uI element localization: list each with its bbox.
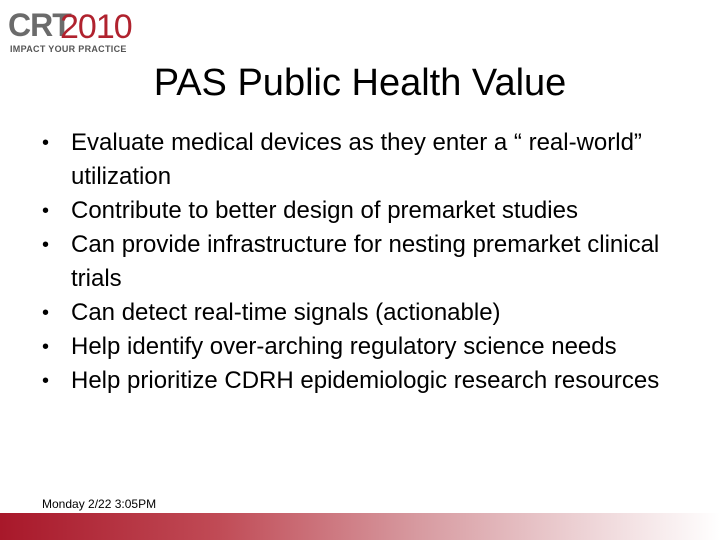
bullet-text: Can provide infrastructure for nesting premarket clinical trials [71, 231, 660, 292]
bullet-text: Help prioritize CDRH epidemiologic research resources [71, 367, 660, 394]
bullet-text: Can detect real-time signals (actionable) [71, 299, 501, 326]
bullet-item [42, 330, 682, 364]
bullet-dot: • [42, 370, 50, 392]
bullet-dot: • [42, 302, 50, 324]
bullet-item [42, 228, 682, 296]
bullet-dot: • [42, 336, 50, 358]
bullet-text: Contribute to better design of premarket studies [71, 197, 578, 224]
footer-gradient-bar [0, 513, 720, 540]
crt-2010-logo [8, 6, 148, 58]
bullet-item [42, 364, 682, 398]
bullet-dot: • [42, 132, 50, 154]
logo-year-text: 2010 [60, 8, 132, 46]
bullet-text: Help identify over-arching regulatory science needs [71, 333, 617, 360]
bullet-dot: • [42, 200, 50, 222]
bullet-item [42, 296, 682, 330]
footer-date: Monday 2/22 3:05PM [42, 497, 157, 511]
slide-title: PAS Public Health Value [153, 62, 567, 104]
bullet-text: Evaluate medical devices as they enter a “ real-world” utilization [71, 129, 642, 190]
bullet-item [42, 126, 682, 194]
logo-tagline: IMPACT YOUR PRACTICE [10, 44, 127, 54]
bullet-list [42, 126, 682, 398]
bullet-dot: • [42, 234, 50, 256]
logo-crt-text: CRT [8, 7, 71, 43]
bullet-item [42, 194, 682, 228]
